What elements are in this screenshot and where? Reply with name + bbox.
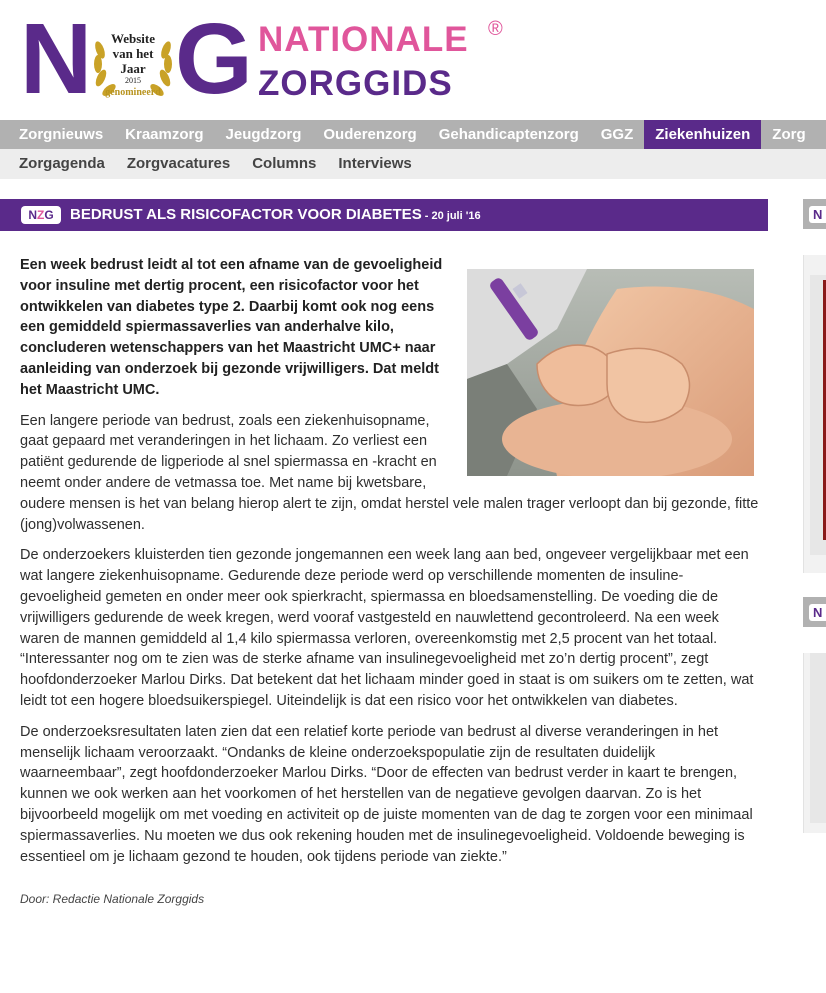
primary-nav <box>0 120 826 149</box>
nav-item-zorgagenda[interactable]: Zorgagenda <box>19 155 105 172</box>
site-logo[interactable] <box>20 3 520 115</box>
insulin-injection-photo-icon <box>467 269 754 476</box>
sidebar-badge-icon: N <box>809 206 826 223</box>
nav-item-zorgvacatures[interactable]: Zorgvacatures <box>126 155 231 172</box>
article-title-row <box>70 199 481 232</box>
badge-letter-n: N <box>28 208 37 222</box>
secondary-nav <box>0 149 826 179</box>
logo-letter-g: G <box>175 3 253 115</box>
article-photo <box>467 269 754 476</box>
article-paragraph: De onderzoekers kluisterden tien gezonde jongemannen een week lang aan bed, ongeveer vergelijkbaar met een wat langere ziekenhuisopname. Gedurende deze periode werd op verschillende momenten de insuline-gevoeligheid gemeten en onder meer ook spierkracht, spiermassa en bloedsamenstelling. De voeding die de vrijwilligers gedurende de week kregen, werd vooraf vastgesteld en nauwlettend gecontroleerd. Na een week waren de mannen gemiddeld al 1,4 kilo spiermassa verloren, overeenkomstig met 2,5 procent van het totaal. “Interessanter nog om te zien was de sterke afname van insulinegevoeligheid met zo’n dertig procent”, zegt hoofdonderzoeker Marlou Dirks. Dat betekent dat het lichaam minder goed in staat is om suikers om te zetten, wat leidt tot een hogere bloedsuikerspiegel. Uiteindelijk is dat een risico voor het ontwikkelen van diabetes. <box>20 547 754 709</box>
article-paragraph: Een langere periode van bedrust, zoals een ziekenhuisopname, gaat gepaard met veranderingen in het lichaam. Zo verliest een patiënt gedurende de ligperiode al snel spiermassa en -kracht en neemt onder andere de vetmassa toe. Met name bij kwetsbare, oudere mensen is het van belang hierop alert te zijn, omdat herstel vele malen trager verloopt dan bij gezonde, fitte (jong)volwassenen. <box>20 412 759 533</box>
award-line-2: van het <box>112 46 154 61</box>
sidebar-header-1 <box>803 199 826 229</box>
registered-mark: ® <box>488 18 503 40</box>
nav-item-columns[interactable]: Columns <box>252 155 317 172</box>
award-line-3: Jaar <box>120 61 146 76</box>
award-line-1: Website <box>110 31 156 46</box>
badge-letter-z: Z <box>36 208 45 222</box>
nav-item-kraamzorg[interactable]: Kraamzorg <box>125 126 204 143</box>
article-author: Door: Redactie Nationale Zorggids <box>20 892 205 907</box>
nav-item-ouderenzorg[interactable]: Ouderenzorg <box>323 126 417 143</box>
article-header-bar <box>0 199 768 231</box>
nav-item-ggz[interactable]: GGZ <box>600 126 634 143</box>
article-paragraph: De onderzoeksresultaten laten zien dat een relatief korte periode van bedrust al diverse veranderingen in het menselijk lichaam veroorzaakt. “Ondanks de kleine onderzoekspopulatie zijn de resultaten duidelijk waarneembaar”, zegt hoofdonderzoeker Marlou Dirks. “Door de effecten van bedrust verder in kaart te brengen, kunnen we ook werken aan het voorkomen of het herstellen van de negatieve gevolgen daarvan. Zo is het bijvoorbeeld mogelijk om met voeding en activiteit op de juiste momenten van de dag te zorgen voor een minimaal spiermassaverlies. Nu moeten we dus ook rekening houden met de insulinegevoeligheid. Voldoende beweging is essentieel om je lichaam gezond te houden, ook tijdens periode van ziekte.” <box>20 723 753 865</box>
sidebar-panel-2 <box>803 653 826 833</box>
article-date: 20 juli '16 <box>431 210 481 222</box>
sidebar-header-2 <box>803 597 826 627</box>
nav-item-jeugdzorg[interactable]: Jeugdzorg <box>225 126 302 143</box>
sidebar-panel-content[interactable] <box>810 653 826 823</box>
sidebar-badge-icon: N <box>809 604 826 621</box>
article-title: BEDRUST ALS RISICOFACTOR VOOR DIABETES <box>70 206 422 223</box>
article-date-separator: - <box>421 210 432 222</box>
badge-letter-g: G <box>44 208 54 222</box>
nav-item-zorgnieuws[interactable]: Zorgnieuws <box>19 126 104 143</box>
nzg-logo-icon <box>21 206 61 224</box>
logo-letter-n: N <box>20 3 87 115</box>
award-year: 2015 <box>125 76 141 85</box>
nav-item-gehandicaptenzorg[interactable]: Gehandicaptenzorg <box>438 126 579 143</box>
brand-name-line-2: ZORGGIDS <box>258 64 453 103</box>
award-nominated: genomineerd <box>105 87 161 98</box>
nav-item-interviews[interactable]: Interviews <box>338 155 412 172</box>
award-badge-icon <box>90 20 176 106</box>
article-body <box>20 255 762 920</box>
article-lead: Een week bedrust leidt al tot een afname van de gevoeligheid voor insuline met dertig procent, een risicofactor voor het ontwikkelen van diabetes type 2. Daarbij komt ook nog eens een gemiddeld spiermassaverlies van anderhalve kilo, concluderen wetenschappers van het Maastricht UMC+ naar aanleiding van onderzoek bij gezonde vrijwilligers. Dat meldt het Maastricht UMC. <box>20 257 443 398</box>
nav-item-ziekenhuizen[interactable]: Ziekenhuizen <box>644 120 761 149</box>
brand-name-line-1: NATIONALE <box>258 20 469 59</box>
nav-item-zorg[interactable]: Zorg <box>772 126 806 143</box>
